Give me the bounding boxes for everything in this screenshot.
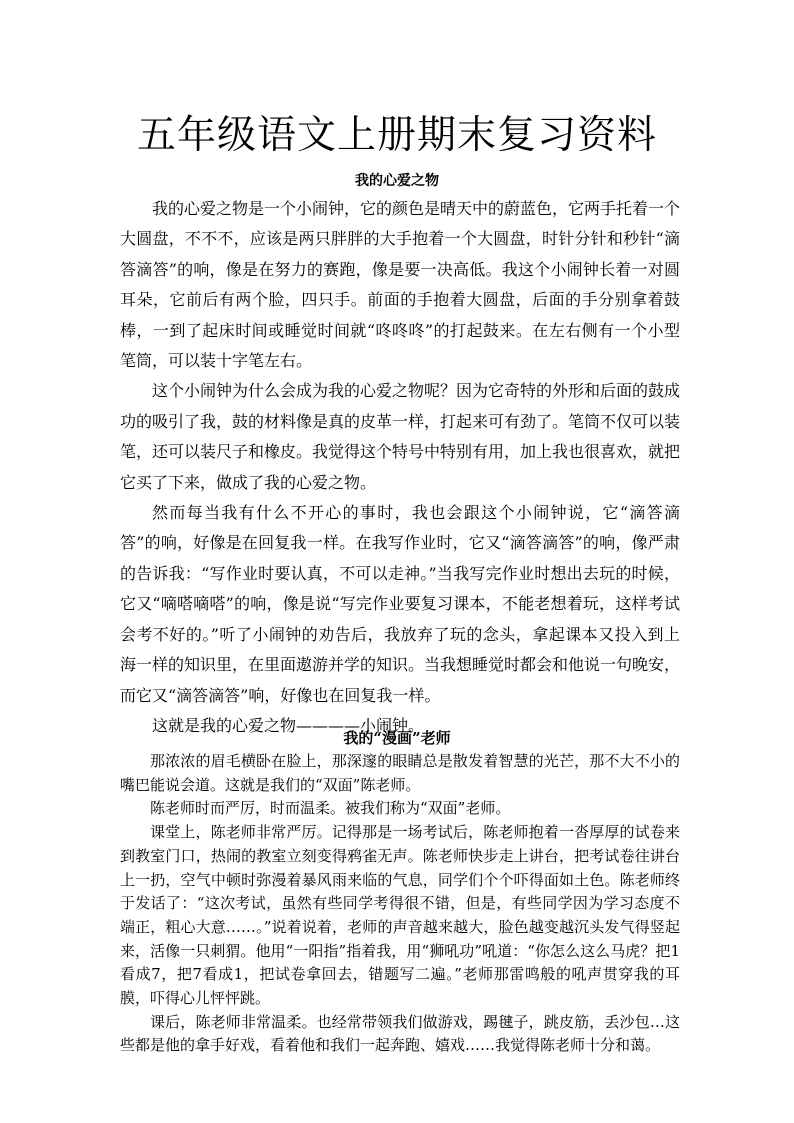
essay1-body: [120, 194, 680, 741]
essay2-paragraph: 课堂上，陈老师非常严厉。记得那是一场考试后，陈老师抱着一沓厚厚的试卷来到教室门口，热闹的教室立刻变得鸦雀无声。陈老师快步走上讲台，把考试卷往讲台上一扔，空气中顿时弥漫着暴风雨来临的气息，同学们个个吓得面如土色。陈老师终于发话了：“这次考试，虽然有些同学考得很不错，但是，有些同学因为学习态度不端正，粗心大意……。”说着说着，老师的声音越来越大，脸色越变越沉头发气得竖起来，活像一只刺猬。他用“一阳指”指着我，用“狮吼功”吼道：“你怎么这么马虎？把1看成7，把7看成1，把试卷拿回去，错题写二遍。”老师那雷鸣般的吼声贯穿我的耳膜，吓得心儿怦怦跳。: [120, 823, 680, 1008]
essay1-paragraph: 我的心爱之物是一个小闹钟，它的颜色是晴天中的蔚蓝色，它两手托着一个大圆盘，不不不，应该是两只胖胖的大手抱着一个大圆盘，时针分针和秒针“滴答滴答”的响，像是在努力的赛跑，像是要一决高低。我这个小闹钟长着一对圆耳朵，它前后有两个脸，四只手。前面的手抱着大圆盘，后面的手分别拿着鼓棒，一到了起床时间或睡觉时间就“咚咚咚”的打起鼓来。在左右侧有一个小型笔筒，可以装十字笔左右。: [120, 199, 681, 371]
essay1-paragraph: 然而每当我有什么不开心的事时，我也会跟这个小闹钟说，它“滴答滴答”的响，好像是在回复我一样。在我写作业时，它又“滴答滴答”的响，像严肃的告诉我：“写作业时要认真，不可以走神。”当我写完作业时想出去玩的时候，它又“嘀嗒嘀嗒”的响，像是说“写完作业要复习课本，不能老想着玩，这样考试会考不好的。”听了小闹钟的劝告后，我放弃了玩的念头，拿起课本又投入到上海一样的知识里，在里面遨游并学的知识。当我想睡觉时都会和他说一句晚安，而它又“滴答滴答”响，好像也在回复我一样。: [120, 503, 681, 705]
essay2-paragraph: 陈老师时而严厉，时而温柔。被我们称为“双面”老师。: [150, 799, 511, 818]
essay2-paragraph: 那浓浓的眉毛横卧在脸上，那深邃的眼睛总是散发着智慧的光芒，那不大不小的嘴巴能说会道。这就是我们的“双面”陈老师。: [120, 752, 680, 794]
essay1-title: 我的心爱之物: [355, 173, 439, 189]
essay2-body: [120, 750, 680, 1058]
essay2-paragraph: 课后，陈老师非常温柔。也经常带领我们做游戏，踢毽子，跳皮筋，丢沙包…这些都是他的拿手好戏，看着他和我们一起奔跑、嬉戏……我觉得陈老师十分和蔼。: [120, 1012, 680, 1055]
essay1-paragraph: 这就是我的心爱之物————小闹钟。: [152, 715, 425, 735]
essay1-paragraph: 这个小闹钟为什么会成为我的心爱之物呢？因为它奇特的外形和后面的鼓成功的吸引了我，鼓的材料像是真的皮革一样，打起来可有劲了。笔筒不仅可以装笔，还可以装尺子和橡皮。我觉得这个特号中特别有用，加上我也很喜欢，就把它买了下来，做成了我的心爱之物。: [120, 381, 681, 492]
document-title: 五年级语文上册期末复习资料: [136, 113, 657, 158]
essay2-title: 我的“漫画”老师: [343, 729, 451, 747]
